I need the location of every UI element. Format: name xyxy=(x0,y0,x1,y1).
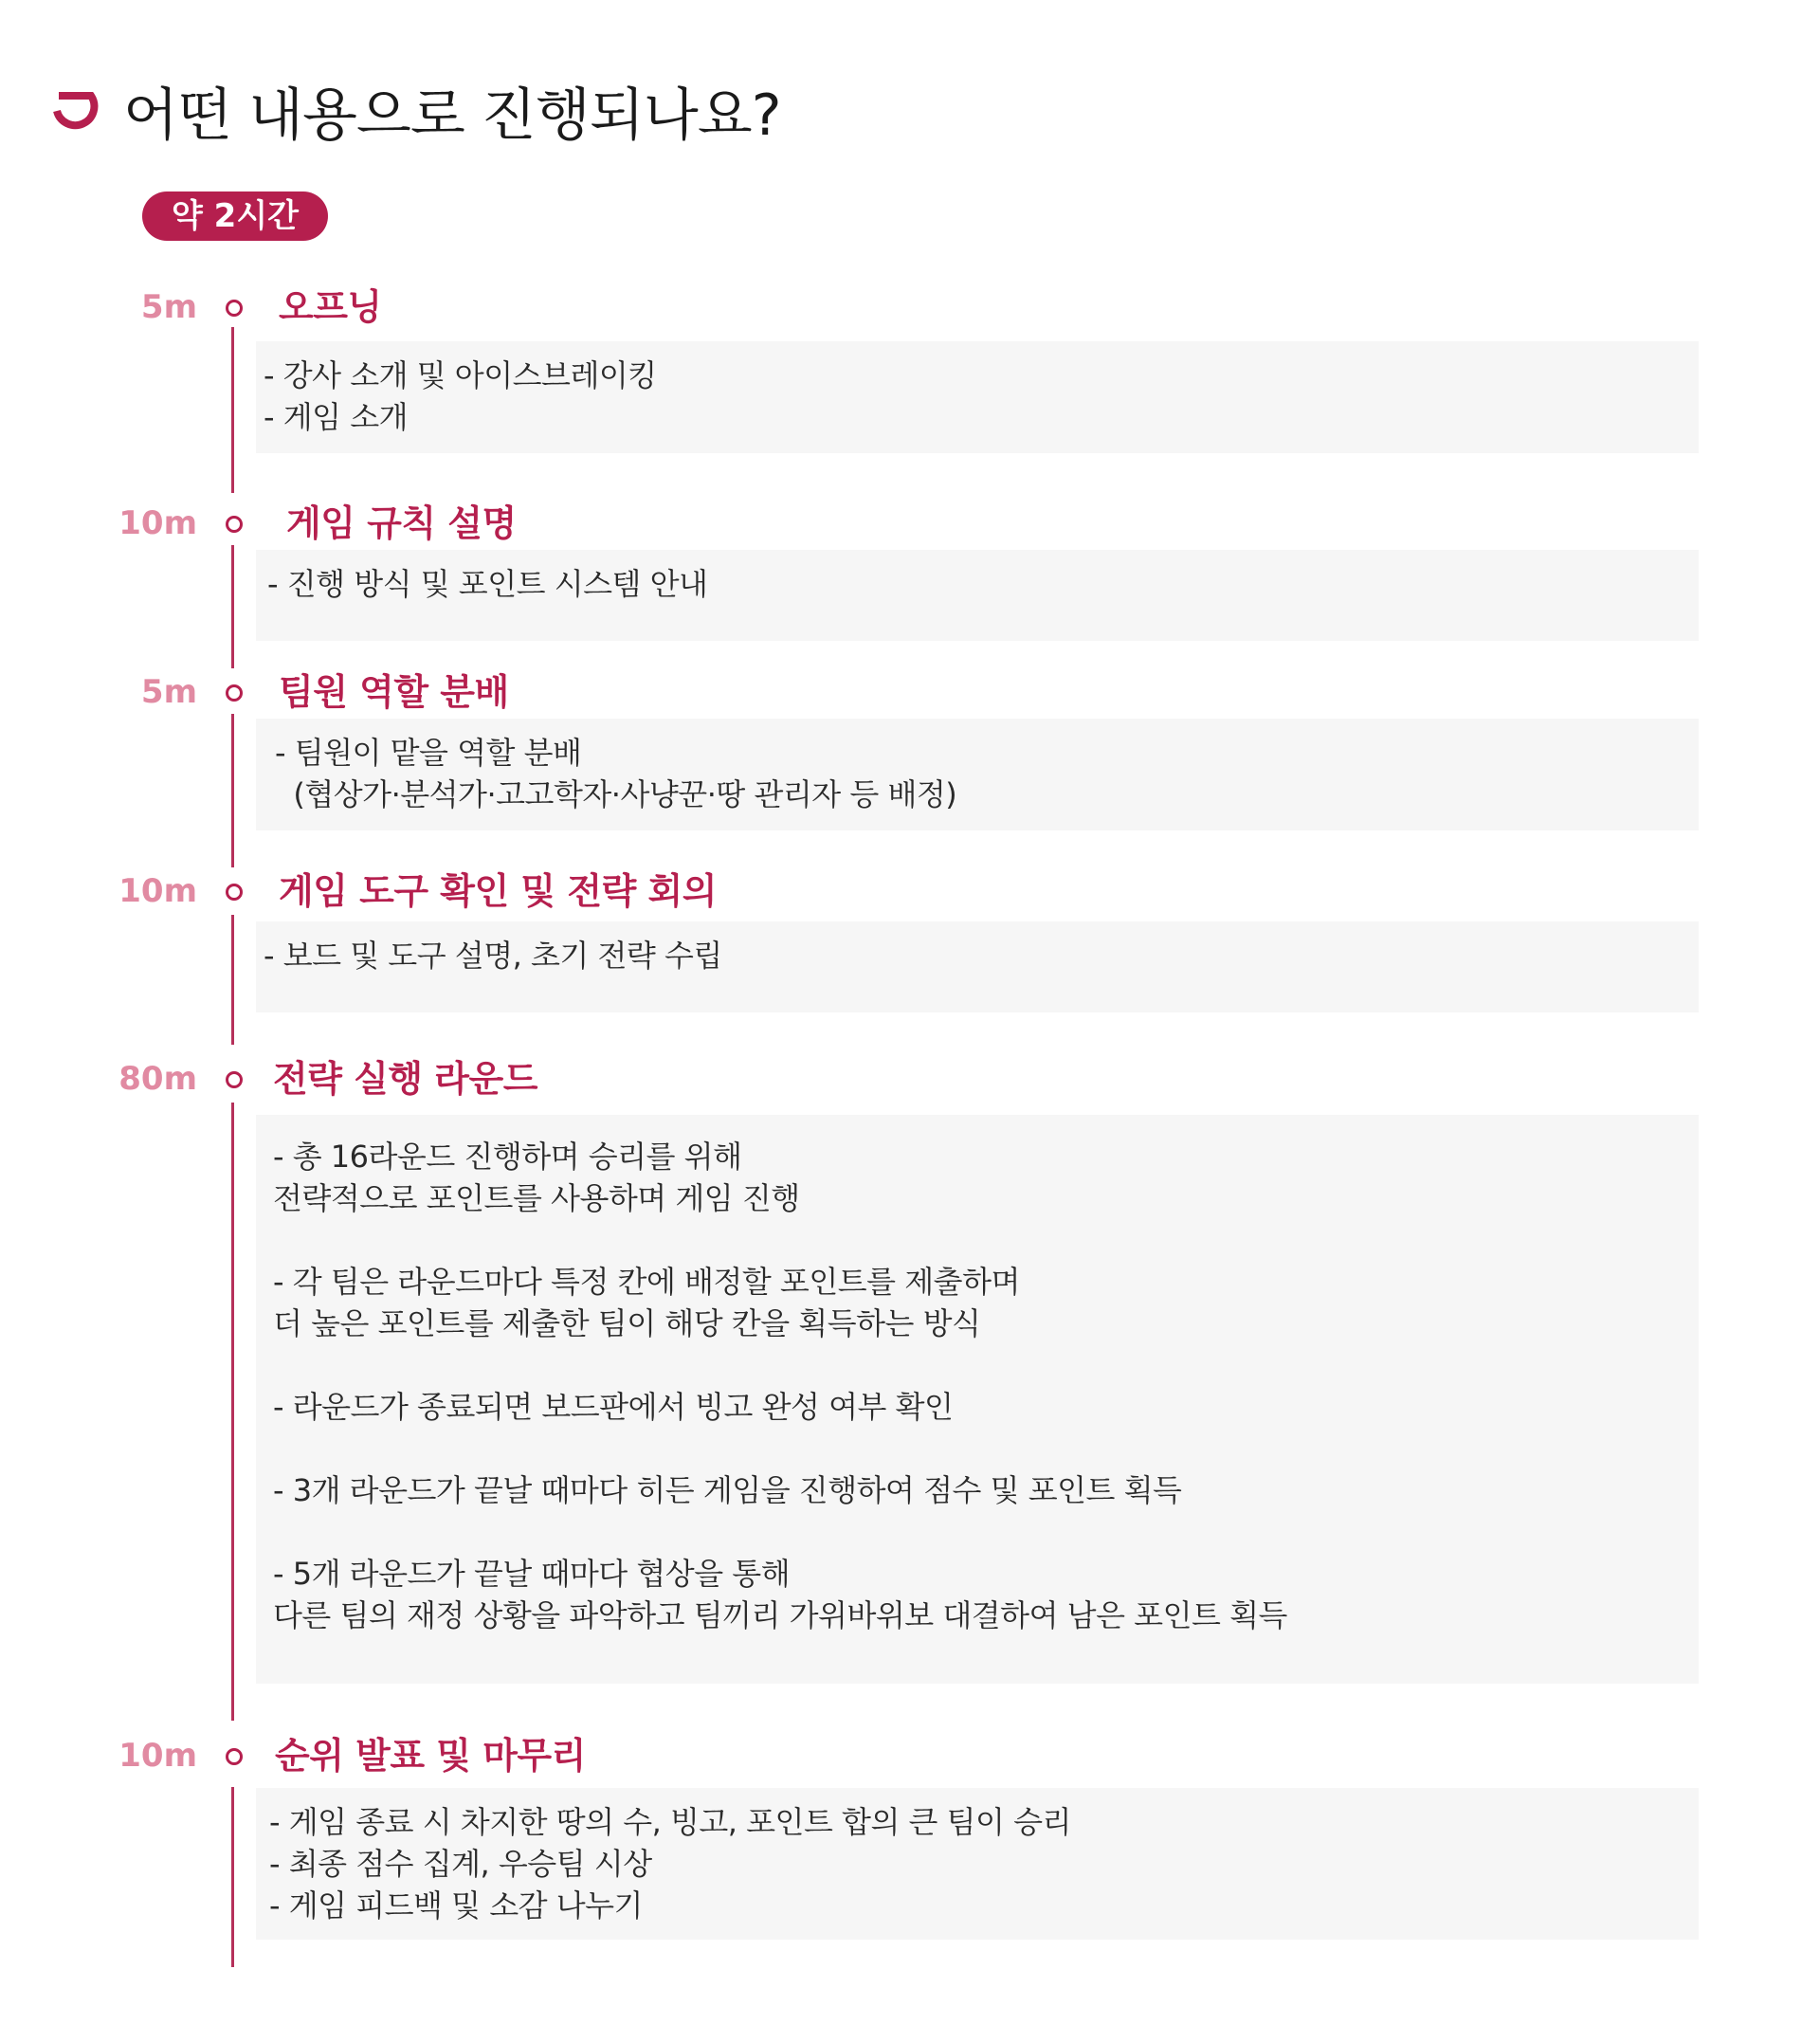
duration-badge: 약 2시간 xyxy=(142,191,328,241)
step-description-line: - 게임 종료 시 차지한 땅의 수, 빙고, 포인트 합의 큰 팀이 승리 xyxy=(269,1804,1071,1840)
step-description-line: - 5개 라운드가 끝날 때마다 협상을 통해 xyxy=(273,1556,791,1592)
timeline-dot xyxy=(226,884,243,901)
step-description-line: - 진행 방식 및 포인트 시스템 안내 xyxy=(267,566,708,602)
step-description-box xyxy=(256,341,1699,453)
step-duration: 80m xyxy=(118,1060,197,1098)
step-description-box xyxy=(256,550,1699,641)
timeline-connector xyxy=(231,327,234,493)
step-description-line: (협상가·분석가·고고학자·사냥꾼·땅 관리자 등 배정) xyxy=(275,776,957,812)
step-description-line: - 3개 라운드가 끝날 때마다 히든 게임을 진행하여 점수 및 포인트 획득 xyxy=(273,1472,1182,1508)
step-description-line: 다른 팀의 재정 상황을 파악하고 팀끼리 가위바위보 대결하여 남은 포인트 획득 xyxy=(273,1597,1287,1633)
step-title: 오프닝 xyxy=(279,286,382,328)
timeline-dot xyxy=(226,516,243,533)
timeline-connector xyxy=(231,915,234,1045)
step-description-line xyxy=(273,1219,1287,1261)
step-description-line: 전략적으로 포인트를 사용하며 게임 진행 xyxy=(273,1180,800,1216)
step-duration: 10m xyxy=(118,1737,197,1775)
step-title: 게임 규칙 설명 xyxy=(286,502,517,544)
step-title: 게임 도구 확인 및 전략 회의 xyxy=(279,870,717,912)
timeline-connector xyxy=(231,714,234,867)
step-title: 전략 실행 라운드 xyxy=(273,1058,537,1100)
step-description-box xyxy=(256,921,1699,1012)
step-description-line: - 강사 소개 및 아이스브레이킹 xyxy=(264,357,657,393)
step-title: 순위 발표 및 마무리 xyxy=(275,1735,586,1777)
step-description-line: - 팀원이 맡을 역할 분배 xyxy=(275,735,582,771)
step-description-box xyxy=(256,1115,1699,1684)
step-description-box xyxy=(256,1788,1699,1940)
step-duration: 10m xyxy=(118,872,197,910)
step-description-line: - 각 팀은 라운드마다 특정 칸에 배정할 포인트를 제출하며 xyxy=(273,1264,1020,1300)
page-title: 어떤 내용으로 진행되나요? xyxy=(123,82,781,149)
page-header xyxy=(49,68,781,154)
step-description-line: - 라운드가 종료되면 보드판에서 빙고 완성 여부 확인 xyxy=(273,1389,954,1425)
step-duration: 10m xyxy=(118,504,197,542)
timeline-dot xyxy=(226,684,243,702)
timeline-connector xyxy=(231,1787,234,1967)
step-description-line xyxy=(273,1428,1287,1469)
timeline-connector xyxy=(231,1103,234,1721)
step-duration: 5m xyxy=(140,288,197,326)
step-description-line xyxy=(273,1511,1287,1553)
timeline-connector xyxy=(231,545,234,668)
timeline-dot xyxy=(226,300,243,317)
step-title: 팀원 역할 분배 xyxy=(279,671,509,713)
step-description-line: - 보드 및 도구 설명, 초기 전략 수립 xyxy=(264,938,722,974)
brand-logo-icon xyxy=(49,84,102,137)
step-description-line: - 게임 피드백 및 소감 나누기 xyxy=(269,1887,643,1924)
step-description-line: - 게임 소개 xyxy=(264,399,409,435)
step-description-box xyxy=(256,719,1699,830)
step-description-line: - 총 16라운드 진행하며 승리를 위해 xyxy=(273,1139,742,1175)
step-description-line: 더 높은 포인트를 제출한 팀이 해당 칸을 획득하는 방식 xyxy=(273,1305,981,1341)
step-description-line xyxy=(273,1344,1287,1386)
timeline-dot xyxy=(226,1071,243,1088)
step-description-line: - 최종 점수 집계, 우승팀 시상 xyxy=(269,1846,652,1882)
timeline-dot xyxy=(226,1748,243,1765)
step-duration: 5m xyxy=(140,673,197,711)
